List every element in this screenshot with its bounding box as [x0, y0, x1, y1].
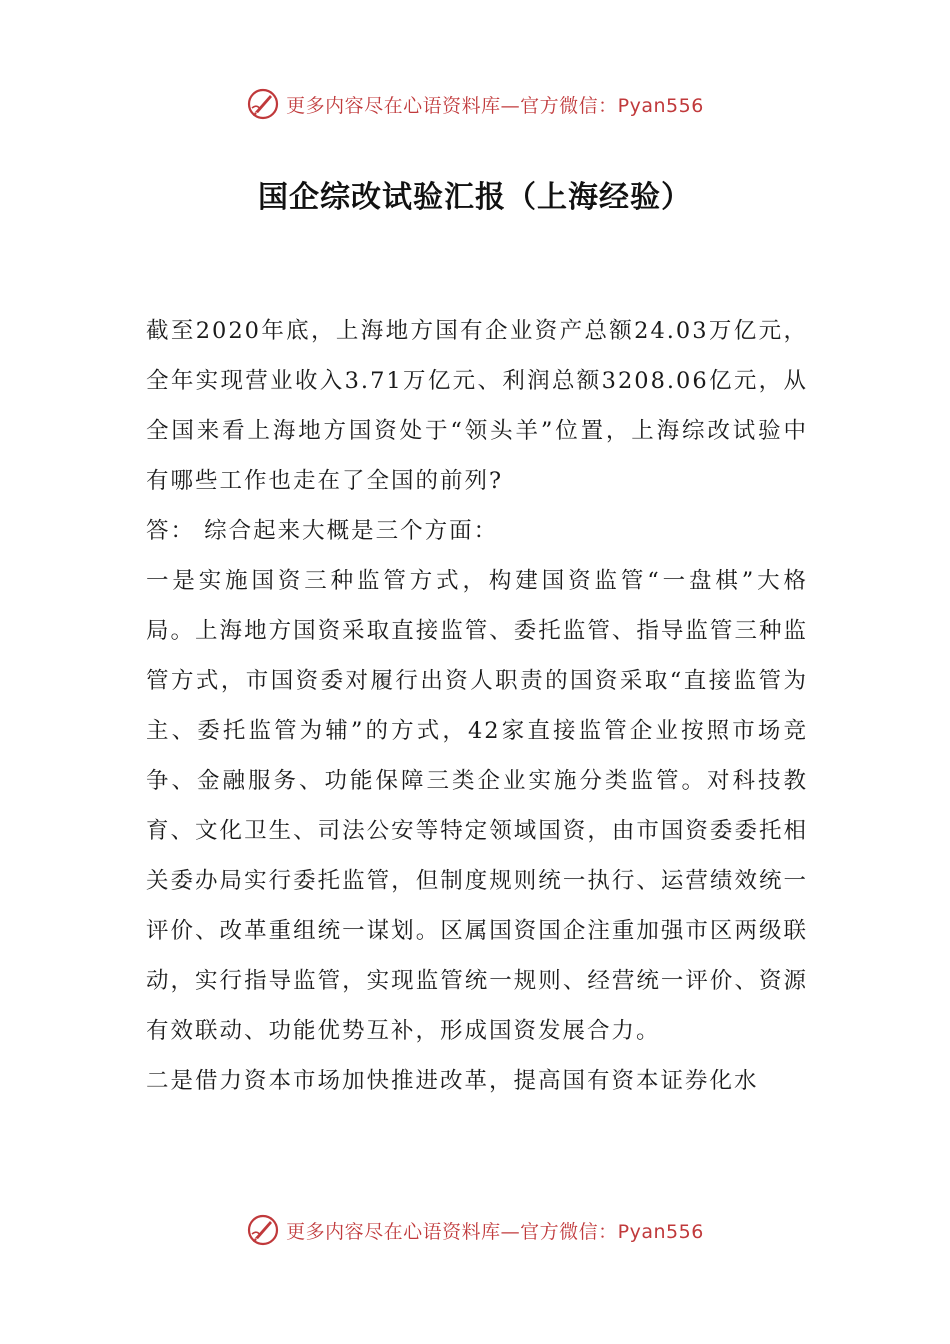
wechat-id: Pyan556	[617, 94, 704, 117]
watermark-text	[286, 91, 704, 118]
paragraph-point-two: 二是借力资本市场加快推进改革，提高国有资本证券化水	[146, 1068, 759, 1094]
paragraph-answer: 答： 综合起来大概是三个方面：	[146, 518, 499, 544]
paragraph-point-one: 一是实施国资三种监管方式，构建国资监管“一盘棋”大格局。上海地方国资采取直接监管、委托监管、指导监管三种监管方式，市国资委对履行出资人职责的国资采取“直接监管为主、委托监管为辅”的方式，42家直接监管企业按照市场竞争、金融服务、功能保障三类企业实施分类监管。对科技教育、文化卫生、司法公安等特定领域国资，由市国资委委托相关委办局实行委托监管，但制度规则统一执行、运营绩效统一评价、改革重组统一谋划。区属国资国企注重加强市区两级联动，实行指导监管，实现监管统一规则、经营统一评价、资源有效联动、功能优势互补，形成国资发展合力。	[146, 568, 808, 1044]
header-watermark-banner	[0, 82, 950, 126]
document-body	[146, 306, 808, 1106]
quill-pen-logo-icon	[246, 87, 280, 121]
document-title: 国企综改试验汇报（上海经验）	[258, 180, 692, 215]
footer-watermark-banner	[0, 1208, 950, 1252]
watermark-label: 更多内容尽在心语资料库—官方微信：	[286, 94, 618, 117]
watermark-label: 更多内容尽在心语资料库—官方微信：	[286, 1220, 618, 1243]
paragraph-intro: 截至2020年底，上海地方国有企业资产总额24.03万亿元，全年实现营业收入3.71万亿元、利润总额3208.06亿元，从全国来看上海地方国资处于“领头羊”位置，上海综改试验中有哪些工作也走在了全国的前列?	[146, 318, 808, 494]
wechat-id: Pyan556	[617, 1220, 704, 1243]
quill-pen-logo-icon	[246, 1213, 280, 1247]
watermark-text	[286, 1217, 704, 1244]
